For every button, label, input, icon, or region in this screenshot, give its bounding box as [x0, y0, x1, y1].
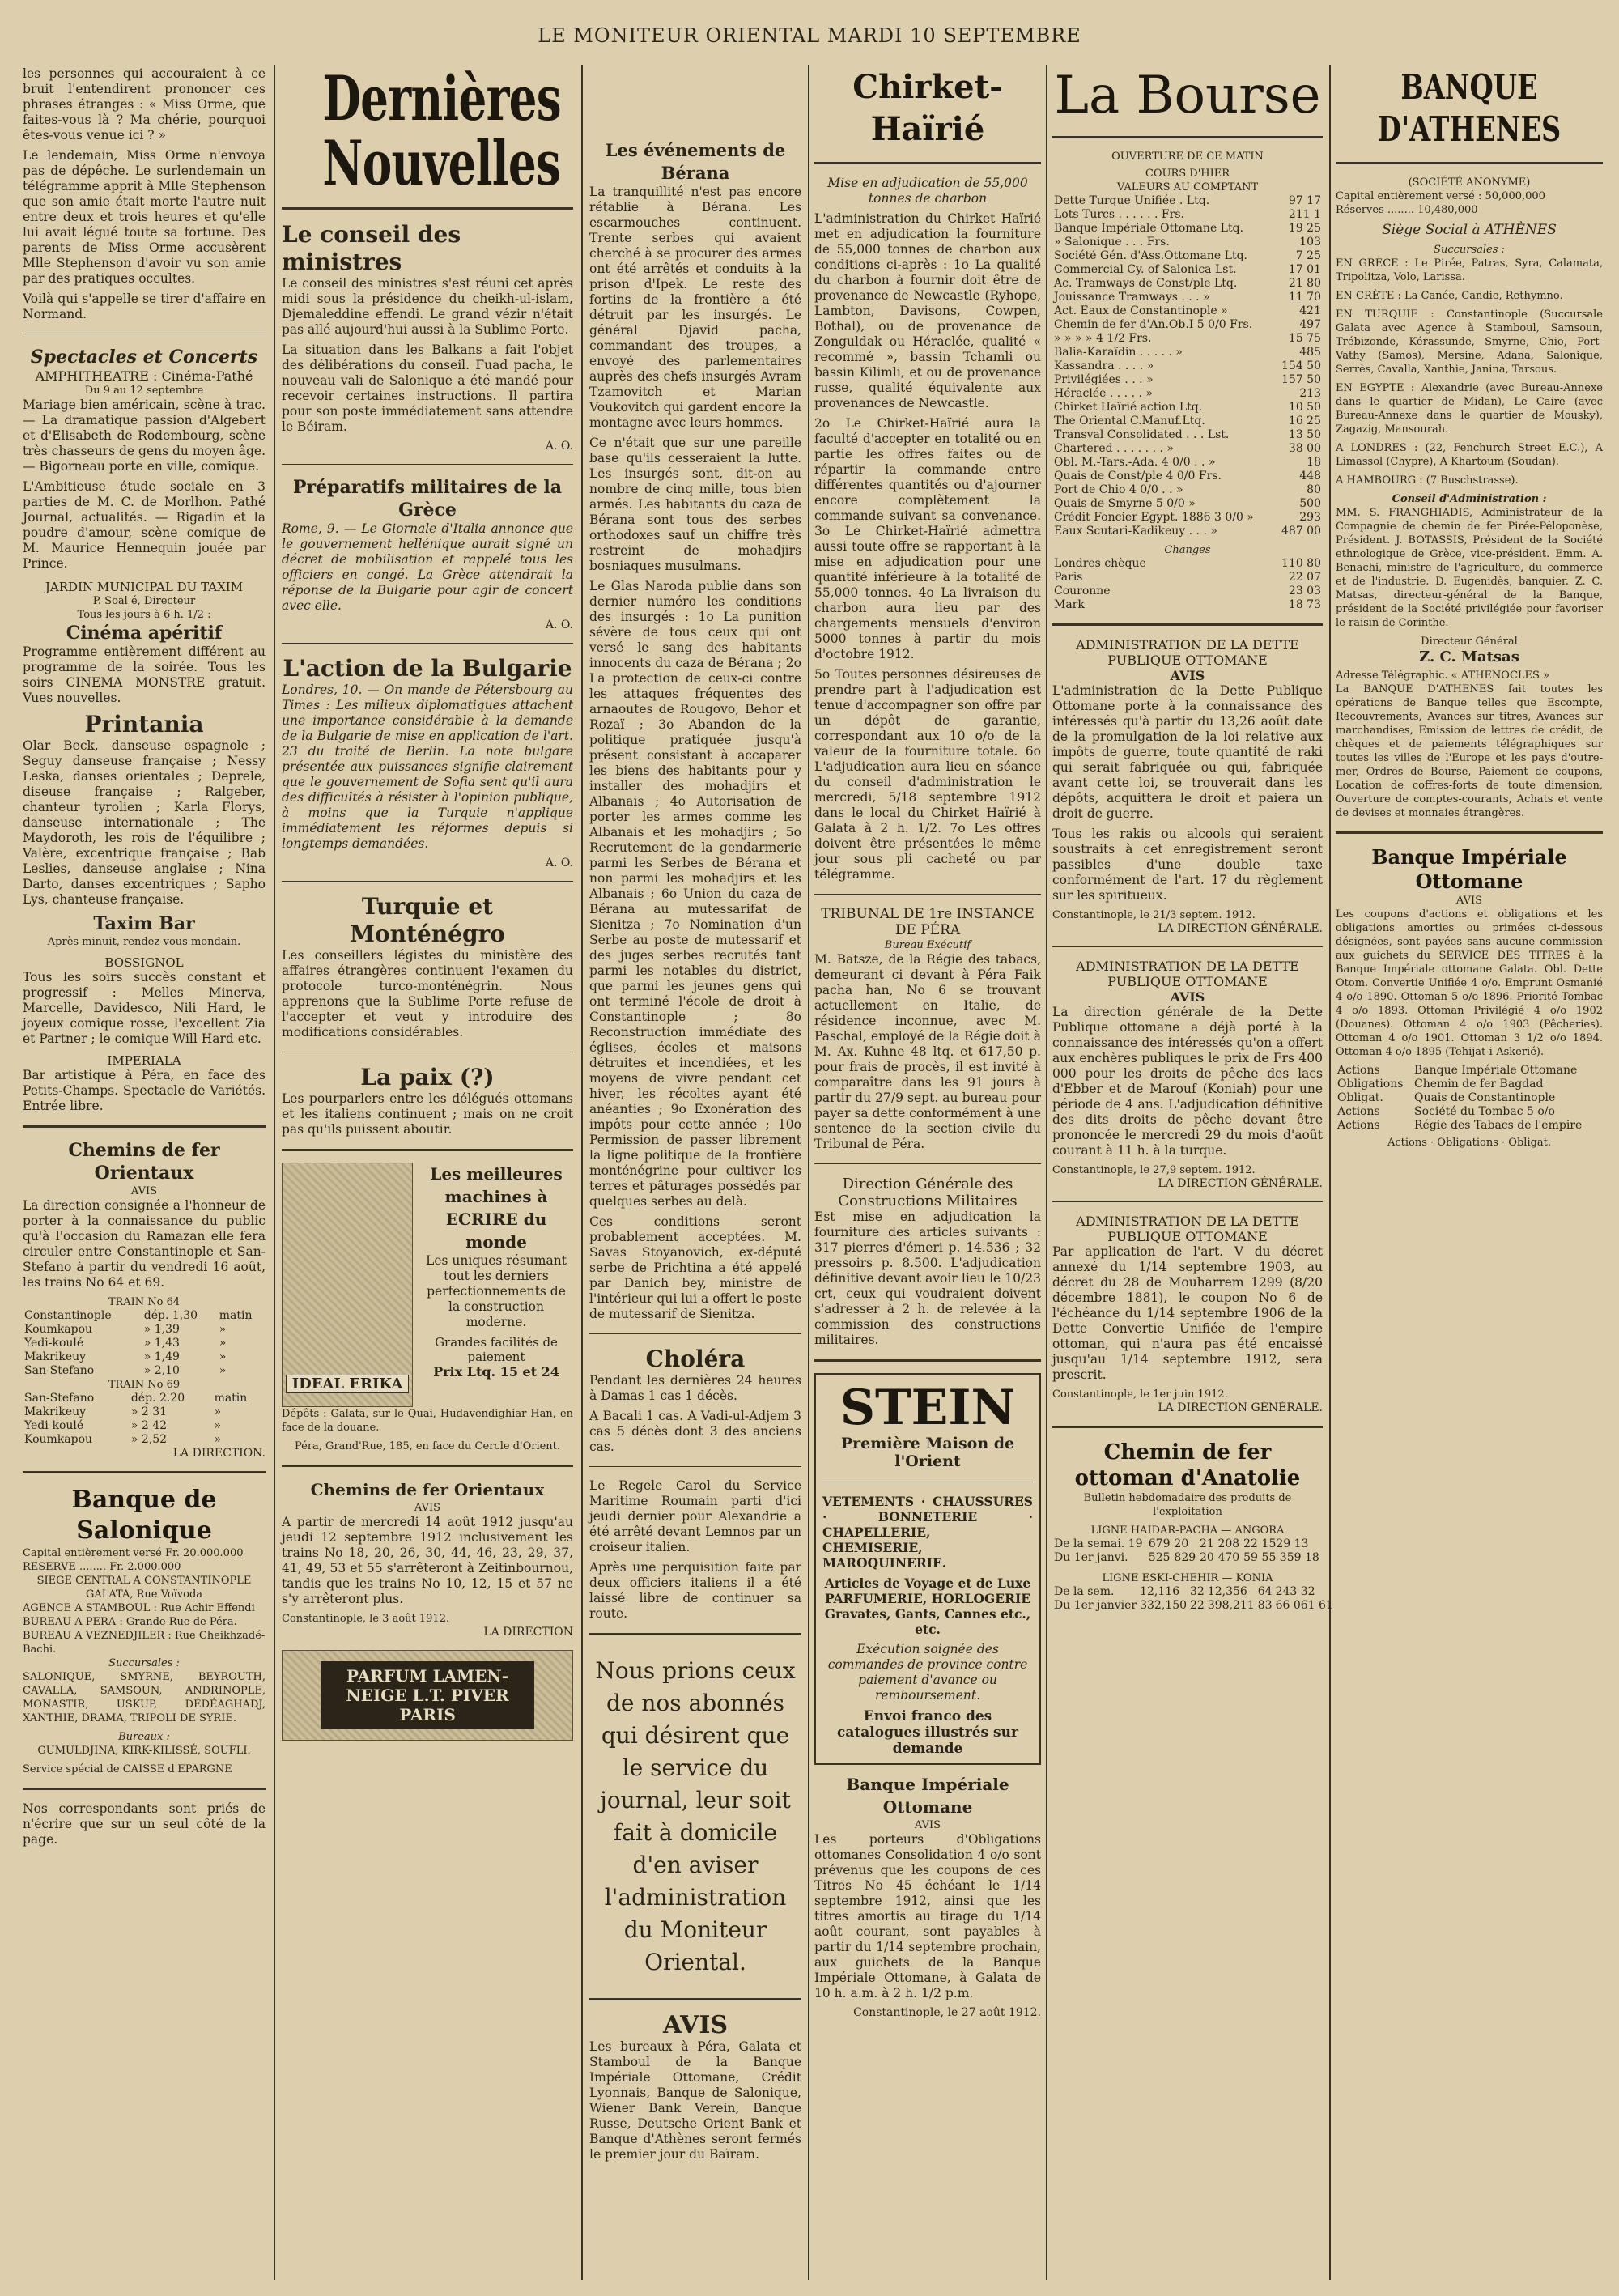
banque-athenes-capital: Capital entièrement versé : 50,000,000 — [1336, 190, 1545, 202]
stein-envoi: Envoi franco des catalogues illustrés sur demande — [837, 1708, 1018, 1757]
bourse-security: Privilégiées . . . » — [1054, 373, 1154, 386]
bourse-price: 17 01 — [1288, 263, 1321, 276]
bourse-security: Kassandra . . . . » — [1054, 359, 1154, 372]
bourse-price: 80 — [1307, 483, 1321, 496]
bossignol-text: Tous les soirs succès constant et progressif : Melles Minerva, Marcelle, Davidesco, Nili Hard, le joyeux comique rosse, l'excellent Zia et Partner ; le comique Will Hard etc. — [23, 970, 266, 1046]
banque-athenes-siege: Siège Social à ATHÈNES — [1382, 222, 1557, 238]
succ-londres: A LONDRES : (22, Fenchurch Street E.C.), A Limassol (Chypre), A Khartoum (Soudan). — [1336, 442, 1603, 468]
caisse-epargne: Service spécial de CAISSE d'EPARGNE — [23, 1763, 232, 1775]
divider — [814, 162, 1041, 164]
conseil-text-2: La situation dans les Balkans a fait l'objet des délibérations du conseil. Fuad pacha, le nouveau vali de Salonique a été mandé pour recevoir certaines instructions. Il partira pour son poste immédiatement sans attendre le Béiram. — [282, 342, 573, 434]
taxim-text: Après minuit, rendez-vous mondain. — [47, 936, 241, 948]
anatolie-heading: Chemin de fer ottoman d'Anatolie — [1074, 1440, 1301, 1490]
typewriter-payment: Grandes facilités de paiement — [435, 1335, 558, 1364]
succ-turquie: EN TURQUIE : Constantinople (Succursale Galata avec Agence à Stamboul, Samsoun, Trébizonde, Kérassunde, Smyrne, Chio, Port-Vathy (Samos), Mersine, Adana, Salonique, Serrès, Cavalla, Xanthie, Janina, Tarsous. — [1336, 308, 1603, 376]
bourse-price: 485 — [1299, 346, 1321, 359]
cholera-heading: Choléra — [645, 1346, 746, 1372]
bourse-price: 97 17 — [1288, 194, 1321, 207]
bourse-row — [1052, 401, 1323, 415]
banque-reserve: RESERVE ........ Fr. 2.000.000 — [23, 1561, 181, 1573]
bourse-row — [1052, 222, 1323, 236]
chemins-orientaux-text: A partir de mercredi 14 août 1912 jusqu'au jeudi 12 septembre 1912 inclusivement les trains No 18, 20, 26, 30, 44, 46, 23, 29, 37, 41, 49, 53 et 55 s'arrêteront à Zeitinbournou, tandis que les trains No 10, 12, 15 et 57 ne s'y arrêteront plus. — [282, 1515, 573, 1606]
bourse-row — [1052, 415, 1323, 428]
column-1 — [23, 66, 266, 2288]
ouverture-heading: OUVERTURE DE CE MATIN — [1111, 151, 1264, 163]
conseil-admin-heading: Conseil d'Administration : — [1392, 493, 1547, 505]
divider — [1052, 1426, 1323, 1428]
avis-text: Les bureaux à Péra, Galata et Stamboul de la Banque Impériale Ottomane, Crédit Lyonnais, Banque de Salonique, Wiener Bank Verein, Banque Russe, Deutsche Orient Bank et Banque d'Athènes seront fermés le premier jour du Baïram. — [589, 2039, 801, 2162]
divider — [589, 1633, 801, 1635]
chemins-text: La direction consignée a l'honneur de porter à la connaissance du public qu'à l'occasion du Ramazan elle fera circuler entre Constantinople et San-Stefano à partir du vendredi 16 août, les trains No 64 et 69. — [23, 1198, 266, 1290]
cholera-text-2: A Bacali 1 cas. A Vadi-ul-Adjem 3 cas 5 décès dont 3 des anciens cas. — [589, 1409, 801, 1454]
cours-hier-heading: COURS D'HIER — [1145, 168, 1230, 180]
bourse-security: Chirket Haïrié action Ltq. — [1054, 401, 1203, 414]
feuilleton-body: Le lendemain, Miss Orme n'envoya pas de dépêche. Le surlendemain un télégramme apprit à Mlle Stephenson que son amie était morte l'autre nuit entre deux et trois heures et qu'elle lui avait légué toute sa fortune. Des parents de Miss Orme accusèrent Mlle Stephenson d'avoir vu son amie par des pratiques occultes. — [23, 148, 266, 286]
divider — [589, 1466, 801, 1467]
bourse-price: 448 — [1299, 470, 1321, 483]
admin-date-2: Constantinople, le 27,9 septem. 1912. — [1052, 1164, 1256, 1176]
column-2 — [282, 62, 573, 2288]
imperiala-text: Bar artistique à Péra, en face des Petits-Champs. Spectacle de Variétés. Entrée libre. — [23, 1068, 266, 1113]
action-bulgarie-heading: L'action de la Bulgarie — [283, 655, 572, 682]
chemins-orientaux-signature: LA DIRECTION — [483, 1626, 573, 1639]
banque-veznedjiler: BUREAU A VEZNEDJILER : Rue Cheikhzadé-Bachi. — [23, 1630, 266, 1656]
imperiala-heading: IMPERIALA — [107, 1053, 181, 1068]
bourse-price: 487 00 — [1281, 525, 1321, 538]
feuilleton-intro: les personnes qui accouraient à ce bruit l'entendirent prononcer ces phrases étranges : « Miss Orme, que faites-vous là ? Ma chérie, pourquoi êtes-vous venue ici ? » — [23, 66, 266, 142]
train64-table: Constantinople dép. 1,30 matin Koumkapou » 1,39 » Yedi-koulé » 1,43 » Makrikeuy » 1,49 » San-Stefano » 2,10 » — [24, 1309, 253, 1377]
bourse-price: 500 — [1299, 497, 1321, 510]
correspondants-note: Nos correspondants sont priés de n'écrire que sur un seul côté de la page. — [23, 1801, 266, 1847]
column-6 — [1336, 66, 1603, 2288]
bio-heading: Banque Impériale Ottomane — [846, 1775, 1009, 1817]
stein-ad — [814, 1373, 1041, 1765]
ligne-1: LIGNE HAIDAR-PACHA — ANGORA — [1090, 1524, 1285, 1537]
column-rule — [581, 65, 583, 2280]
bourse-security: The Oriental C.Manuf.Ltq. — [1054, 415, 1205, 427]
admin-text-1b: Tous les rakis ou alcools qui seraient soustraits à cet enregistrement seront passibles d'une double taxe conformément de l'art. 17 du règlement sur les spiritueux. — [1052, 827, 1323, 903]
divider — [23, 1125, 266, 1128]
chemins-avis: AVIS — [130, 1185, 158, 1197]
column-rule — [1329, 65, 1331, 2280]
chemins-orientaux-date: Constantinople, le 3 août 1912. — [282, 1613, 450, 1625]
adresse-telegraphique: Adresse Télégraphic. « ATHENOCLES » — [1336, 670, 1550, 682]
banque-galata: GALATA, Rue Voïvoda — [85, 1588, 203, 1601]
bourse-price: 293 — [1299, 511, 1321, 524]
running-head: LE MONITEUR ORIENTAL MARDI 10 SEPTEMBRE — [538, 24, 1081, 47]
succursales-heading: Succursales : — [1434, 244, 1505, 256]
divider — [1052, 623, 1323, 626]
column-rule — [808, 65, 810, 2280]
bourse-price: 19 25 — [1288, 222, 1321, 235]
divider — [282, 881, 573, 882]
chemins-orientaux-heading: Chemins de fer Orientaux — [310, 1480, 545, 1499]
bourse-price: 213 — [1299, 387, 1321, 400]
jardin-heading: JARDIN MUNICIPAL DU TAXIM — [45, 580, 244, 594]
bourse-price: 421 — [1299, 304, 1321, 317]
bourse-security: Act. Eaux de Constantinople » — [1054, 304, 1228, 317]
jardin-hours: Tous les jours à 6 h. 1/2 : — [77, 609, 211, 621]
admin-signature-2: LA DIRECTION GÉNÉRALE. — [1158, 1177, 1323, 1190]
bourse-row — [1052, 511, 1323, 525]
bourse-row — [1052, 249, 1323, 263]
bourse-price: 154 50 — [1281, 359, 1321, 372]
anatolie-table-2: De la sem. 12,116 32 12,356 64 243 32 Du 1er janvier 332,150 22 398,211 83 66 061 61 — [1054, 1585, 1333, 1612]
chirket-text-3: 5o Toutes personnes désireuses de prendre part à l'adjudication est tenue d'accompagner son offre par un dépôt de garantie, correspondant aux 10 o/o de la valeur de la fourniture totale. 6o L'adjudication aura lieu en séance du conseil d'administration le mercredi, 5/18 septembre 1912 dans le local du Chirket Haïrié à Galata à 2 h. 1/2. 7o Les offres doivent être présentées le même jour sous pli cacheté ou par télégramme. — [814, 667, 1041, 882]
bourse-row — [1052, 291, 1323, 304]
regele-text: Le Regele Carol du Service Maritime Roumain parti d'ici jeudi dernier pour Alexandrie a été arrêté devant Lemnos par un croiseur italien. — [589, 1478, 801, 1554]
bourse-security: Obl. M.-Tars.-Ada. 4 0/0 . . » — [1054, 456, 1216, 469]
divider — [814, 1163, 1041, 1164]
divider — [589, 1998, 801, 2000]
column-4 — [814, 66, 1041, 2288]
action-bulgarie-signature: A. O. — [545, 857, 573, 870]
chirket-heading: Chirket- Haïrié — [852, 68, 1003, 148]
divider — [282, 464, 573, 465]
paix-heading: La paix (?) — [360, 1064, 495, 1091]
admin-avis-1: AVIS — [1170, 668, 1205, 683]
bourse-security: Dette Turque Unifiée . Ltq. — [1054, 194, 1210, 207]
changes-table: Londres chèque 110 80 Paris 22 07 Couronne 23 03 Mark 18 73 — [1054, 557, 1321, 611]
direction-militaire-heading: Direction Générale des Constructions Militaires — [838, 1176, 1018, 1210]
divider — [23, 1471, 266, 1473]
chemins-signature: LA DIRECTION. — [172, 1447, 266, 1460]
bio-2-text: Les coupons d'actions et obligations et les obligations amorties ou primées ci-dessous désignées, sont payées sans aucune commission aux guichets du SERVICE DES TITRES à la Banque Impériale ottomane Galata. Obl. Dette Otom. Convertie Unifiée 4 o/o. Emprunt Osmanié 4 o/o 1890. Ottoman 5 o/o 1896. Priorité Tombac 4 o/o 1893. Ottoman Privilégié 4 o/o 1902 (Douanes). Ottoman 4 o/o 1903 (Pêcheries). Ottoman 4 o/o 1901. Ottoman 3 1/2 o/o 1894. Ottoman 4 o/o 1895 (Tehijat-i-Askerié). — [1336, 908, 1603, 1058]
banque-capital: Capital entièrement versé Fr. 20.000.000 — [23, 1547, 244, 1559]
berana-text: La tranquillité n'est pas encore rétablie à Bérana. Les escarmouches continuent. Trente serbes qui avaient cherché à se procurer des armes ont été arrêtés et conduits à la prison d'Ipek. Le reste des fortins de la frontière a été détruit par les insurgés. Le général Djavid pacha, commandant des troupes, a envoyé des parlementaires auprès des chefs insurgés Avram Tzamovitch et Marian Voukovitch qui gardent encore la montagne avec leurs hommes. — [589, 185, 801, 430]
stein-execution: Exécution soignée des commandes de province contre paiement d'avance ou remboursement. — [827, 1642, 1028, 1703]
bourse-row — [1052, 387, 1323, 401]
admin-avis-2: AVIS — [1170, 989, 1205, 1005]
bourse-price: 11 70 — [1288, 291, 1321, 304]
bio-text: Les porteurs d'Obligations ottomanes Consolidation 4 o/o sont prévenus que les coupons de ces Titres No 45 échéant le 1/14 septembre 1912, ainsi que les titres amortis au tirage du 1/14 août courant, sont payables à partir du 1/14 septembre prochain, aux guichets de la Banque Impériale Ottomane, à Galata de 10 h. a.m. à 2 h. 1/2 p.m. — [814, 1832, 1041, 2000]
preparatifs-heading: Préparatifs militaires de la Grèce — [292, 477, 563, 521]
conseil-text: Le conseil des ministres s'est réuni cet après midi sous la présidence du cheikh-ul-islam, Djemaleddine effendi. Le grand vézir n'était pas allé aujourd'hui aussi à la Sublime Porte. — [282, 276, 573, 337]
chemins-orientaux-avis: AVIS — [414, 1502, 441, 1514]
admin-heading-3: ADMINISTRATION DE LA DETTE PUBLIQUE OTTOMANE — [1076, 1214, 1299, 1244]
action-bulgarie-text: Londres, 10. — On mande de Pétersbourg au Times : Les milieux diplomatiques attachent une importance considérable à la demande de la Bulgarie de mise en application de l'art. 23 du traité de Berlin. La note bulgare présentée aux puissances signifie clairement que le gouvernement de Sofia sent qu'il aura des difficultés à résister à l'opinion publique, à moins que la Turquie n'applique immédiatement les réformes depuis si longtemps demandées. — [282, 682, 573, 851]
conseil-heading: Le conseil des ministres — [282, 221, 461, 275]
bio-avis: AVIS — [914, 1819, 941, 1831]
bourse-row — [1052, 428, 1323, 442]
turquie-montenegro-heading: Turquie et Monténégro — [350, 893, 505, 947]
bureaux-list: GUMULDJINA, KIRK-KILISSÉ, SOUFLI. — [37, 1745, 251, 1757]
directeur-label: Directeur Général — [1421, 636, 1518, 648]
column-rule — [1046, 65, 1047, 2280]
parfum-ad — [282, 1650, 573, 1741]
banque-pera: BUREAU A PERA : Grande Rue de Péra. — [23, 1616, 237, 1628]
typewriter-depots-pera: Péra, Grand'Rue, 185, en face du Cercle d'Orient. — [294, 1440, 561, 1452]
preparatifs-signature: A. O. — [545, 619, 573, 631]
bourse-security: Chartered . . . . . . . » — [1054, 442, 1174, 455]
admin-signature-1: LA DIRECTION GÉNÉRALE. — [1158, 922, 1323, 935]
bourse-row — [1052, 208, 1323, 222]
succursales-list: SALONIQUE, SMYRNE, BEYROUTH, CAVALLA, SAMSOUN, ANDRINOPLE, MONASTIR, USKUP, DÉDÉAGHADJ, XANTHIE, DRAMA, TRIPOLI DE SYRIE. — [23, 1671, 266, 1724]
bourse-security: Crédit Foncier Egypt. 1886 3 0/0 » — [1054, 511, 1254, 524]
bourse-row — [1052, 525, 1323, 538]
typewriter-depots: Dépôts : Galata, sur le Quai, Hudavendighiar Han, en face de la douane. — [282, 1408, 573, 1434]
admin-date-1: Constantinople, le 21/3 septem. 1912. — [1052, 909, 1256, 921]
succ-crete: EN CRÈTE : La Canée, Candie, Rethymno. — [1336, 290, 1563, 302]
amphi-programme: Mariage bien américain, scène à trac. — La dramatique passion d'Algebert et d'Elisabeth de Rodembourg, scène très chasseurs de gens du moyen âge. — Bigorneau porte en ville, comique. — [23, 398, 266, 474]
abonnes-notice: Nous prions ceux de nos abonnés qui désirent que le service du journal, leur soit fait à domicile d'en aviser l'administration du Moniteur Oriental. — [595, 1657, 796, 1975]
banque-athenes-heading: BANQUE D'ATHENES — [1377, 67, 1562, 149]
succ-egypte: EN EGYPTE : Alexandrie (avec Bureau-Annexe dans le quartier de Midan), Le Caire (avec Bureau-Annexe dans le quartier de Mousky), Zagazig, Mansourah. — [1336, 382, 1603, 436]
bourse-security: » Salonique . . . Frs. — [1054, 236, 1170, 249]
divider — [1052, 1201, 1323, 1202]
typewriter-heading: Les meilleures machines à ECRIRE du monde — [430, 1164, 563, 1252]
train69-heading: TRAIN No 69 — [108, 1379, 181, 1391]
bourse-row — [1052, 456, 1323, 470]
cinema-heading: Cinéma apéritif — [66, 623, 223, 644]
banque-salonique-heading: Banque de Salonique — [71, 1486, 217, 1545]
admin-date-3: Constantinople, le 1er juin 1912. — [1052, 1388, 1228, 1401]
banque-athenes-reserve: Réserves ........ 10,480,000 — [1336, 204, 1478, 216]
divider — [1336, 162, 1603, 164]
bourse-security: » » » » 4 1/2 Frs. — [1054, 332, 1152, 345]
bourse-heading: La Bourse — [1054, 66, 1321, 125]
divider — [1052, 946, 1323, 947]
stein-sub: Première Maison de l'Orient — [840, 1435, 1015, 1470]
column-3 — [589, 66, 801, 2288]
divider — [282, 1465, 573, 1467]
bourse-price: 10 50 — [1288, 401, 1321, 414]
titres-labels: Actions · Obligations · Obligat. — [1387, 1137, 1552, 1149]
bourse-price: 21 80 — [1288, 277, 1321, 290]
bourse-price: 157 50 — [1281, 373, 1321, 386]
bureaux-heading: Bureaux : — [118, 1731, 170, 1743]
bio-2-avis: AVIS — [1455, 895, 1483, 907]
bio-date: Constantinople, le 27 août 1912. — [853, 2006, 1041, 2019]
divider — [1052, 136, 1323, 138]
ligne-2: LIGNE ESKI-CHEHIR — KONIA — [1102, 1572, 1273, 1584]
bourse-security: Héraclée . . . . . » — [1054, 387, 1153, 400]
bourse-row — [1052, 277, 1323, 291]
stein-items: VETEMENTS · CHAUSSURES · BONNETERIE · CHAPELLERIE, CHEMISERIE, MAROQUINERIE. — [822, 1494, 1033, 1571]
bourse-price: 38 00 — [1288, 442, 1321, 455]
changes-heading: Changes — [1164, 544, 1211, 556]
tribunal-sub: Bureau Exécutif — [884, 939, 971, 951]
bourse-security: Lots Turcs . . . . . . Frs. — [1054, 208, 1184, 221]
bourse-price: 15 75 — [1288, 332, 1321, 345]
bourse-row — [1052, 236, 1323, 249]
preparatifs-text: Rome, 9. — Le Giornale d'Italia annonce que le gouvernement hellénique aurait signé un décret de mobilisation et rappelé tous les officiers en congé. La Grèce attendrait la réponse de la Bulgarie pour agir de concert avec elle. — [282, 521, 573, 613]
chirket-text: L'administration du Chirket Haïrié met en adjudication la fourniture de 55,000 tonnes de charbon aux conditions ci-après : 1o La qualité du charbon à fournir doit être de provenance de Newcastle (Ryhope, Lambton, Davisons, Cowpen, Bothal), ou de provenance de Zonguldak ou Héraclée, qualité « recommé », bassin Tchamli ou bassin Kilimli, et ou de provenance russe, qualité équivalente aux provenances de Newcastle. — [814, 211, 1041, 410]
bourse-security: Balia-Karaïdin . . . . . » — [1054, 346, 1183, 359]
bourse-row — [1052, 373, 1323, 387]
regele-text-2: Après une perquisition faite par deux officiers italiens il a été laissé libre de continuer sa route. — [589, 1560, 801, 1621]
chirket-sub: Mise en adjudication de 55,000 tonnes de charbon — [827, 176, 1028, 206]
bourse-price: 16 25 — [1288, 415, 1321, 427]
bourse-table — [1052, 194, 1323, 538]
bourse-price: 103 — [1299, 236, 1321, 249]
typewriter-ad — [282, 1163, 573, 1407]
banque-athenes-sub: (SOCIÉTÉ ANONYME) — [1408, 176, 1531, 189]
divider — [282, 1149, 573, 1151]
tribunal-text: M. Batsze, de la Régie des tabacs, demeurant ci devant à Péra Faik pacha han, No 6 se trouvant actuellement en Italie, de résidence inconnue, avec M. Paschal, employé de la Régie doit à M. Ax. Kuhne 48 ltq. et 617,50 p. pour frais de procès, il est invité à comparaître dans les 91 jours à partir du 27/9 sept. au bureau pour payer sa dette conformément à une sentence de la section civile du Tribunal de Péra. — [814, 952, 1041, 1151]
tribunal-heading: TRIBUNAL DE 1re INSTANCE DE PÉRA — [821, 906, 1035, 938]
bourse-row — [1052, 470, 1323, 483]
printania-text: Olar Beck, danseuse espagnole ; Seguy danseuse française ; Nessy Leska, danses orientales ; Deprele, diseuse française ; Ralgeber, chanteur tyrolien ; Karla Florys, danseuse internationale ; The Maydoroth, les rois de l'équilibre ; Valère, excentrique française ; Bab Leslies, danseuse anglaise ; Nina Darto, danses excentriques ; Sapho Lys, chanteuse française. — [23, 738, 266, 907]
bourse-row — [1052, 442, 1323, 456]
bourse-row — [1052, 318, 1323, 332]
parfum-text: PARFUM LAMEN-NEIGE L.T. PIVER PARIS — [321, 1661, 534, 1729]
column-rule — [274, 65, 275, 2280]
berana-heading: Les événements de Bérana — [605, 140, 786, 183]
dernieres-nouvelles-heading: Dernières Nouvelles — [322, 62, 561, 199]
berana-text-2: Ce n'était que sur une pareille base qu'ils cesseraient la lutte. Les insurgés sont, dit-on au nombre de cinq mille, tous bien armés. Les habitants du caza de Bérana sont tous des serbes orthodoxes sauf un chiffre très restreint de mohadjirs bosniaques musulmans. — [589, 436, 801, 573]
divider — [282, 207, 573, 210]
cinema-text: Programme entièrement différent au programme de la soirée. Tous les soirs CINEMA MONSTRE gratuit. Vues nouvelles. — [23, 644, 266, 705]
bourse-row — [1052, 483, 1323, 497]
berana-text-3: Le Glas Naroda publie dans son dernier numéro les conditions des insurgés : 1o La punition sévère de tous ceux qui ont versé le sang des habitants innocents du caza de Bérana ; 2o La protection de ceux-ci contre les attaques fréquentes des arnaoutes de Rougovo, Behor et Rozaï ; 3o Abandon de la politique pratiquée jusqu'à présent consistant à accaparer les biens des habitants pour y installer des mohadjirs et Albanais ; 4o Autorisation de porter les armes comme les Albanais et les mohadjirs ; 5o Recrutement de la gendarmerie parmi les Serbes de Bérana et non parmi les mohadjirs et les Albanais ; 6o Union du caza de Bérana au mutessarifat de Sienitza ; 7o Nomination d'un Serbe au poste de mutessarif et des juges serbes recrutés tant parmi les notables du district, que parmi les jeunes gens qui ont terminé l'école de droit à Constantinople ; 8o Reconstruction immédiate des églises, écoles et maisons détruites et incendiées, et les moyens de vivre pendant cet hiver, les récoltes ayant été anéanties ; 9o Exonération des impôts pour cette année ; 10o Permission de passer librement la ligne politique de la frontière monténégrine pour cultiver les terres et pâturages possédés par quelques serbes au delà. — [589, 579, 801, 1209]
train69-table: San-Stefano dép. 2.20 matin Makrikeuy » 2 31 » Yedi-koulé » 2 42 » Koumkapou » 2,52 » — [24, 1392, 248, 1446]
amphi-heading: AMPHITHEATRE : Cinéma-Pathé — [35, 368, 253, 384]
direction-militaire-text: Est mise en adjudication la fourniture des articles suivants : 317 pierres d'émeri p. 14.536 ; 32 pressoirs p. 8.500. L'adjudication définitive devant avoir lieu le 10/23 crt, ceux qui voudraient doivent s'adresser à 2 h. de relevée à la commission des constructions militaires. — [814, 1210, 1041, 1347]
berana-text-4: Ces conditions seront probablement acceptées. M. Savas Stoyanovich, ex-député serbe de Prichtina a été appelé par Danich bey, ministre de l'intérieur qui lui a offert le poste de mutessarif de Sienitza. — [589, 1214, 801, 1321]
succ-grece: EN GRÈCE : Le Pirée, Patras, Syra, Calamata, Tripolitza, Volo, Larissa. — [1336, 257, 1603, 283]
train64-heading: TRAIN No 64 — [108, 1296, 181, 1308]
bossignol-heading: BOSSIGNOL — [104, 955, 184, 970]
spectacles-heading: Spectacles et Concerts — [30, 347, 258, 368]
bourse-row — [1052, 263, 1323, 277]
bourse-price: 13 50 — [1288, 428, 1321, 441]
succ-hambourg: A HAMBOURG : (7 Buschstrasse). — [1336, 474, 1519, 487]
avis-heading: AVIS — [662, 2011, 729, 2039]
bourse-price: 497 — [1299, 318, 1321, 331]
divider — [589, 1333, 801, 1334]
divider — [814, 1359, 1041, 1362]
valeurs-heading: VALEURS AU COMPTANT — [1116, 181, 1259, 193]
banque-stamboul: AGENCE A STAMBOUL : Rue Achir Effendi — [23, 1602, 255, 1614]
banque-siege: SIEGE CENTRAL A CONSTANTINOPLE — [36, 1575, 252, 1587]
stein-heading: STEIN — [839, 1380, 1016, 1436]
cholera-text: Pendant les dernières 24 heures à Damas 1 cas 1 décès. — [589, 1373, 801, 1403]
bourse-row — [1052, 304, 1323, 318]
divider — [1336, 831, 1603, 834]
typewriter-text: Les uniques résumant tout les derniers perfectionnements de la construction moderne. — [426, 1253, 567, 1329]
bourse-security: Transval Consolidated . . . Lst. — [1054, 428, 1230, 441]
bourse-row — [1052, 359, 1323, 373]
conseil-admin-text: MM. S. FRANGHIADIS, Administrateur de la Compagnie de chemin de fer Pirée-Péloponèse, Président. J. BOTASSIS, Président de la Société ethnologique de Grèce, vice-président. Emm. A. Benachi, ministre de l'agriculture, du commerce et de l'industrie. D. Eugenidès, banquier. Z. C. Matsas, directeur-général de la Banque, président de la Société privilégiée pour favoriser le raisin de Corinthe. — [1336, 507, 1603, 629]
bourse-row — [1052, 194, 1323, 208]
taxim-heading: Taxim Bar — [93, 913, 195, 934]
amphi-programme-2: L'Ambitieuse étude sociale en 3 parties de M. C. de Morlhon. Pathé Journal, actualités. — Rigadin et la poudre d'amour, scène comique de M. Maurice Hennequin jouée par Prince. — [23, 479, 266, 571]
bio-2-heading: Banque Impériale Ottomane — [1371, 845, 1567, 893]
bourse-security: Eaux Scutari-Kadikeuy . . . » — [1054, 525, 1217, 538]
bourse-row — [1052, 332, 1323, 346]
jardin-director: P. Soal é, Directeur — [92, 595, 196, 607]
admin-heading-2: ADMINISTRATION DE LA DETTE PUBLIQUE OTTOMANE — [1076, 959, 1299, 989]
chemins-heading: Chemins de fer Orientaux — [68, 1140, 220, 1184]
bourse-price: 7 25 — [1295, 249, 1321, 262]
bourse-security: Commercial Cy. of Salonica Lst. — [1054, 263, 1237, 276]
bourse-security: Société Gén. d'Ass.Ottomane Ltq. — [1054, 249, 1247, 262]
divider — [23, 1788, 266, 1790]
bourse-row — [1052, 497, 1323, 511]
directeur-name: Z. C. Matsas — [1419, 648, 1519, 665]
typewriter-price: Prix Ltq. 15 et 24 — [433, 1364, 559, 1380]
typewriter-brand: IDEAL ERIKA — [286, 1375, 409, 1393]
column-5 — [1052, 66, 1333, 2288]
admin-signature-3: LA DIRECTION GÉNÉRALE. — [1158, 1401, 1323, 1414]
divider — [814, 894, 1041, 895]
banque-athenes-operations: La BANQUE D'ATHENES fait toutes les opérations de Banque telles que Escompte, Recouvrements, Avances sur titres, Avances sur marchandises, Emission de lettres de crédit, de chèques et de paiements télégraphiques sur toutes les villes de l'Europe et les pays d'outre-mer, Ordres de Bourse, Paiement de coupons, Location de coffres-forts de toute dimension, Ouverture de comptes-courants, Achats et vente de devises et monnaies étrangères. — [1336, 683, 1603, 819]
paix-text: Les pourparlers entre les délégués ottomans et les italiens continuent ; mais on ne croit pas qu'ils puissent aboutir. — [282, 1091, 573, 1137]
bourse-price: 211 1 — [1288, 208, 1321, 221]
admin-text-2: La direction générale de la Dette Publique ottomane a déjà porté à la connaissance des intéressés qu'on a offert aux enchères publiques le prix de Frs 400 000 pour les droits de pêche des lacs d'Ebber et de Marouf (Koniah) pour une période de 4 ans. L'adjudication définitive des dits droits de pêche devant être prononcée le mercredi 29 du mois d'août courant à 11 h. à la turque. — [1052, 1005, 1323, 1158]
amphi-dates: Du 9 au 12 septembre — [84, 385, 204, 397]
stein-items-2: Articles de Voyage et de Luxe PARFUMERIE, HORLOGERIE Gravates, Gants, Cannes etc., etc. — [824, 1575, 1031, 1637]
bourse-security: Port de Chio 4 0/0 . . » — [1054, 483, 1183, 496]
bourse-security: Banque Impériale Ottomane Ltq. — [1054, 222, 1244, 235]
admin-heading-1: ADMINISTRATION DE LA DETTE PUBLIQUE OTTOMANE — [1076, 637, 1299, 668]
anatolie-table-1: De la semai. 19 679 20 21 208 22 1529 13 Du 1er janvi. 525 829 20 470 59 55 359 18 — [1054, 1537, 1319, 1564]
bourse-price: 18 — [1307, 456, 1321, 469]
bourse-security: Jouissance Tramways . . . » — [1054, 291, 1210, 304]
titres-table: Actions Banque Impériale Ottomane Obligations Chemin de fer Bagdad Obligat. Quais de Constantinople Actions Société du Tombac 5 o/o Actions Régie des Tabacs de l'empire — [1337, 1064, 1583, 1132]
turquie-montenegro-text: Les conseillers légistes du ministère des affaires étrangères continuent l'examen du protocole turco-monténégrin. Nous apprenons que la Sublime Porte refuse de l'accepter et veut y introduire des modifications considérables. — [282, 948, 573, 1040]
bourse-security: Ac. Tramways de Const/ple Ltq. — [1054, 277, 1238, 290]
conseil-signature: A. O. — [545, 440, 573, 453]
chirket-text-2: 2o Le Chirket-Haïrié aura la faculté d'accepter en totalité ou en partie les offres faites ou de répartir la commande entre différentes quantités ou d'ajourner encore complètement la commande suivant sa convenance. 3o Le Chirket-Haïrié admettra aussi toute offre se rapportant à la mise en adjudication pour une quantité inférieure à la totalité de 55,000 tonnes. 4o La livraison du charbon aura lieu par des chargements mensuels d'environ 5000 tonnes à partir du mois d'octobre 1912. — [814, 416, 1041, 661]
admin-text-1: L'administration de la Dette Publique Ottomane porte à la connaissance des intéressés qu'à partir du 13,26 août date de la promulgation de la loi relative aux impôts de guerre, toute quantité de raki qui serait fabriquée ou qui, fabriquée avant cette loi, se trouverait dans les dépôts, acquittera le droit et paiera un droit de guerre. — [1052, 683, 1323, 821]
typewriter-illustration — [282, 1163, 413, 1407]
succursales-heading: Succursales : — [108, 1657, 180, 1669]
admin-text-3: Par application de l'art. V du décret annexé du 1/14 septembre 1903, au décret du 28 de Mouharrem 1299 (8/20 décembre 1881), le coupon No 6 de l'échéance du 1/14 septembre 1906 de la Dette Convertie Unifiée de l'empire ottoman, qui n'aura pas été encaissé jusqu'au 1/14 septembre 1912, sera prescrit. — [1052, 1244, 1323, 1382]
divider — [282, 643, 573, 644]
anatolie-sub: Bulletin hebdomadaire des produits de l'exploitation — [1083, 1492, 1292, 1518]
bourse-security: Quais de Smyrne 5 0/0 » — [1054, 497, 1196, 510]
printania-heading: Printania — [84, 711, 204, 738]
bourse-row — [1052, 346, 1323, 359]
feuilleton-closing: Voilà qui s'appelle se tirer d'affaire en Normand. — [23, 291, 266, 321]
bourse-security: Chemin de fer d'An.Ob.I 5 0/0 Frs. — [1054, 318, 1253, 331]
bourse-security: Quais de Const/ple 4 0/0 Frs. — [1054, 470, 1222, 483]
